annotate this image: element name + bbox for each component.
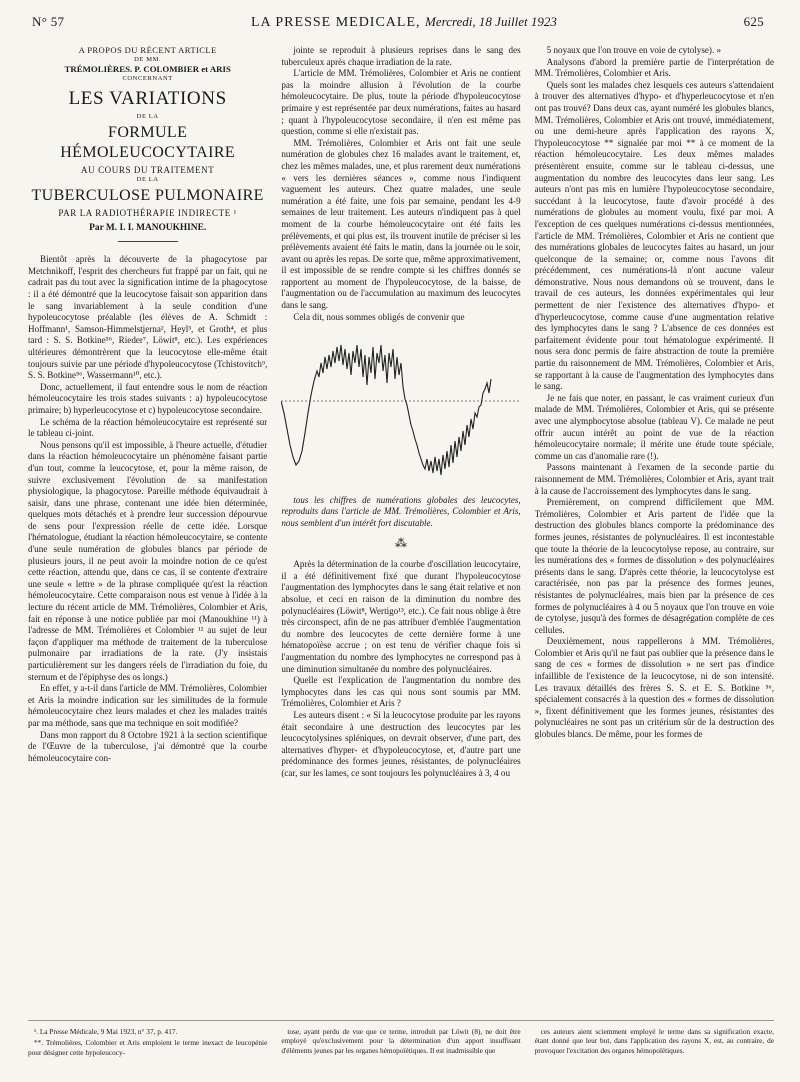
paragraph: Analysons d'abord la première partie de l'interprétation de MM. Trémolières, Colombier et Aris. xyxy=(534,56,774,79)
paragraph: 5 noyaux que l'on trouve en voie de cytolyse). » xyxy=(546,45,722,55)
footnotes xyxy=(28,1020,774,1059)
issue-number: N° 57 xyxy=(32,14,65,29)
leucocyte-curve-chart xyxy=(281,333,520,483)
paragraph: Les auteurs disent : « Si la leucocytose produite par les rayons était secondaire à une destruction des leucocytes par les leucocytolysines spléniques, on devrait observer, d'une part, des alternatives d'hyper- et d'hypoleucocytose, et, d'autre part une prédominance des formes jeunes, résistantes, de polynucléaires (car, sur les lames, ce sont toujours les polynucléaires à 3, 4 ou xyxy=(281,709,521,778)
article-title-1: LES VARIATIONS xyxy=(68,87,227,109)
article-title-2: FORMULE HÉMOLEUCOCYTAIRE xyxy=(60,123,236,161)
column-2 xyxy=(281,45,520,780)
paragraph: Premièrement, on comprend difficilement que MM. Trémolières, Colombier et Aris partent de l'idée que la destruction des globules blancs comporte la prédominance des formes jeunes, résistantes de polynucléaires. Il est incontestable que toute la théorie de la leucocytolyse repose, au contraire, sur les numérations des « formes de dissolution » des polynucléaires présents dans le sang. D'après cette théorie, la leucocytolyse est caractérisée, non pas par la présence des formes jeunes, résistantes de polynucléaires, mais bien par la présence de ces formes de polynucléaires à 4 ou 5 noyaux que l'on trouve en voie de cytolyse, jusqu'à des formes de désagrégation complète de ces cellules. xyxy=(534,497,774,635)
paragraph: MM. Trémolières, Colombier et Aris ont fait une seule numération de globules chez 16 malades avant le traitement, et, chez les mêmes malades, une, et plus rarement deux numérations « vers les dernières séances », comme nous l'indiquent vaguement les auteurs. Chez quatre malades, une seule numération a été faite, une fois par semaine, pendant les 4-9 semaines de leur traitement. Les auteurs n'indiquent pas à quel moment de la courbe hémoleucocytaire ont été faits les prélèvements, et qui plus est, ils trouvent inutile de préciser si les prélèvements avaient été faits le matin, dans la journée ou le soir, avant ou après les repas. De sorte que, même approximativement, il est impossible de se rendre compte si les chiffres donnés se rapportent au moment de l'hypoleucocytose, de la baisse, de l'augmentation ou de l'accumulation au maximum des leucocytes dans le sang. xyxy=(281,137,521,311)
heading-authors: TRÉMOLIÈRES. P. COLOMBIER et ARIS xyxy=(64,63,231,74)
journal-name: LA PRESSE MEDICALE, xyxy=(251,15,421,30)
journal-title xyxy=(251,14,557,31)
paragraph: Le schéma de la réaction hémoleucocytaire est représenté sur le tableau ci-joint. xyxy=(28,416,268,439)
heading-line-2: DE MM. xyxy=(134,55,162,63)
issue-date: Mercredi, 18 Juillet 1923 xyxy=(425,14,557,29)
paragraph: Cela dit, nous sommes obligés de convenir que xyxy=(293,311,465,322)
paragraph: Après la détermination de la courbe d'oscillation leucocytaire, il a été définitivement fixé que durant l'hypoleucocytose l'augmentation des lymphocytes dans le sang était relative et non absolue, et ceci en raison de la diminution du nombre des polynucléaires (Löwit⁸, Wertigo¹³, etc.). Ce fait nous oblige à être très circonspect, afin de ne pas attribuer d'emblée l'augmentation du nombre des leucocytes de cette dernière forme à une hématopoïèse accrue ; on est tenu de vérifier chaque fois si l'augmentation du nombre des lymphocytes ne correspond pas à une diminution simultanée du nombre des polynucléaires. xyxy=(281,559,521,674)
article-heading xyxy=(28,45,267,242)
page-header xyxy=(28,14,774,35)
footnote: **. Trémolières, Colombier et Aris emploient le terme inexact de leucopénie pour désigner cette hypoleucocy- xyxy=(28,1038,268,1057)
footnotes-column-2 xyxy=(281,1027,520,1059)
paragraph: L'article de MM. Trémolières, Colombier et Aris ne contient pas la moindre allusion à l'évolution de la courbe hémoleucocytaire. De plus, toute la période d'hypoleucocytose primaire y est représentée par deux numérations, faites au hasard ; quant à l'hypoleucocytose secondaire, il n'en est même pas question, comme si elle n'existait pas. xyxy=(281,68,521,137)
page-number: 625 xyxy=(743,14,764,29)
paragraph: En effet, y a-t-il dans l'article de MM. Trémolières, Colombier et Aris la moindre indication sur les similitudes de la formule hémoleucocytaire chez leurs malades et chez les malades traités par ma méthode, sans que ma technique en soit modifiée? xyxy=(28,683,268,728)
paragraph: Bientôt après la découverte de la phagocytose par Metchnikoff, l'esprit des chercheurs fut frappé par un fait, qui ne cadrait pas du tout avec la signification intime de la phagocytose : il a été démontré que la leucocytose faisait son apparition dans le sang invariablement à la seule condition d'une hypoleucocytose préalable (les élèves de A. Schmidt : Hoffmann¹, Samson-Himmelstjerna², Heyl³, et Groth⁴, et plus tard : S. S. Botkine⁵⁶, Rieder⁷, Löwit⁸, etc.). Les expériences ultérieures démontrèrent que la leucocytose elle-même était toujours suivie par une période d'hypoleucocytose (Tchistovitch⁹, S. S. Botkine⁵⁶, Wassermann¹⁰, etc.). xyxy=(28,254,268,381)
leucocyte-curve-line xyxy=(281,345,491,475)
paragraph: Donc, actuellement, il faut entendre sous le nom de réaction hémoleucocytaire les trois stades suivants : a) hypoleucocytose primaire; b) hyperleucocytose et c) hypoleucocytose secondaire. xyxy=(28,381,268,415)
heading-line-7: PAR LA RADIOTHÉRAPIE INDIRECTE ¹ xyxy=(58,208,237,219)
heading-line-5: AU COURS DU TRAITEMENT xyxy=(81,164,215,175)
column-3 xyxy=(535,45,774,780)
paragraph: Je ne fais que noter, en passant, le cas vraiment curieux d'un malade de MM. Trémolières, Colombier et Aris, qui se présente avec une alymphocytose absolue (tableau V). Ce malade ne peut offrir aucun intérêt au point de vue de la réaction hémoleucocytaire normale; il mérite une étude toute spéciale, comme un cas d'anomalie rare (!). xyxy=(534,392,774,461)
paragraph: jointe se reproduit à plusieurs reprises dans le sang des tuberculeux après chaque irradiation de la rate. xyxy=(281,45,521,67)
byline: Par M. I. I. MANOUKHINE. xyxy=(89,223,207,234)
footnotes-column-3 xyxy=(535,1027,774,1059)
footnotes-column-1 xyxy=(28,1027,267,1059)
article-title-3: TUBERCULOSE PULMONAIRE xyxy=(31,187,264,205)
leucocyte-curve-figure xyxy=(281,333,520,487)
article-columns xyxy=(28,45,774,780)
paragraph: Quels sont les malades chez lesquels ces auteurs s'attendaient à trouver des alternatives d'hypo- et d'hyperleucocytose et n'en ont pas trouvé? Dans deux cas, ayant numéré les globules blancs, MM. Trémolières, Colombier et Aris ont trouvé, immédiatement, ou une demi-heure après l'application des rayons X, l'hypoleucocytose ** signalée par moi ** à ce moment de la réaction hémoleucocytaire. Les deux mêmes malades présentèrent ensuite, comme sur le tableau ci-dessus, une augmentation du nombre des leucocytes dans leur sang. Les auteurs n'ont pas mis en lumière l'hypoleucocytose secondaire, succédant à la leucocytose, faute d'avoir procédé à des numérations de globules au moment voulu, fixé par moi. A l'exception de ces quelques numérations ci-dessus mentionnées, l'article de MM. Trémolières, Colombier et Aris ne contient que des numérations globales de leucocytes faites au hasard, un jour quelconque de la semaine; or, comme nous l'avons dit précédemment, ces numérations-là n'ont aucune valeur démonstrative. Nous nous demandons où se trouvent, dans le travail de ces auteurs, les données expérimentales qui leur permettent de nier l'existence des alternatives d'hypo- et d'hyperleucocytose, comme cause d'une augmentation relative des lymphocytes dans le sang ? L'absence de ces données est parfaitement évidente pour tout hématologue expérimenté. Il nous sera donc permis de faire abstraction de toute la première partie du raisonnement de MM. Trémolières, Colombier et Aris, se rapportant à la cause de l'augmentation des lymphocytes dans le sang. xyxy=(534,79,774,392)
paragraph: Deuxièmement, nous rappellerons à MM. Trémolières, Colombier et Aris qu'il ne faut pas oublier que la présence dans le sang de ces « formes de dissolution » ne sert pas d'indice infaillible de l'existence de la leucocytose, ni de son intensité. Les travaux détaillés des frères S. S. et E. S. Botkine ⁵⁶, spécialement consacrés à la question des « formes de dissolution », fixent définitivement que les formes jeunes, résistantes des polynucléaires ne sont pas un critérium sûr de la destruction des globules blancs. De même, pour les formes de xyxy=(534,636,774,740)
heading-line-1: A PROPOS DU RÉCENT ARTICLE xyxy=(78,45,217,55)
footnote: ces auteurs aient sciemment employé le terme dans sa signification exacte, étant donné que leur but, dans l'application des rayons X, est, au contraire, de provoquer l'excitation des organes hémopoïétiques. xyxy=(534,1027,774,1055)
figure-caption: tous les chiffres de numérations globales des leucocytes, reproduits dans l'article de MM. Trémolières, Colombier et Aris, nous semblent d'un intérêt fort discutable. xyxy=(281,494,521,529)
footnote: ¹. La Presse Médicale, 9 Mai 1923, n° 37, p. 417. xyxy=(34,1027,178,1036)
heading-line-6: DE LA xyxy=(136,176,159,184)
footnote: tose, ayant perdu de vue que ce terme, introduit par Löwit (8), ne doit être employé qu'exclusivement pour la détermination d'un apport insuffisant d'éléments jeunes par les organes hémopoïétiques. Il est inadmissible que xyxy=(281,1027,521,1055)
paragraph: Quelle est l'explication de l'augmentation du nombre des lymphocytes dans les cas qui nous sont soumis par MM. Trémolières, Colombier et Aris ? xyxy=(281,675,521,709)
heading-divider xyxy=(118,241,178,242)
paragraph: Nous pensons qu'il est impossible, à l'heure actuelle, d'étudier dans la réaction hémoleucocytaire un phénomène faisant partie d'un tout, comme la leucocytose, et, pour la même raison, de suivre exclusivement l'évolution de sa manifestation physiologique, la phagocytose. Pareille méthode équivaudrait à saisir, dans une phrase, contenant une idée bien déterminée, quelques mots détachés et à prendre leur succession dépourvue de sens pour l'expression réelle de cette idée. Lorsque l'hématologue, étudiant la réaction hémoleucocytaire, se contente d'une seule numération de globules blancs par période de plusieurs jours, il ne peut avoir la moindre notion de ce qu'est cette réaction, attendu que, dans ce cas, il se contente d'extraire une seule « lettre » de la phrase compliquée qu'est la réaction hémoleucocytaire. Cette comparaison nous est venue à l'idée à la lecture du récent article de MM. Trémolières, Colombier et Aris, fait en réponse à une notice publiée par moi (Manoukhine ¹¹) à l'adresse de MM. Trémolières et Colombier ¹² au sujet de leur façon d'appliquer ma méthode de traitement de la tuberculose pulmonaire par irradiations de la rate. (J'y insistais particulièrement sur les dangers réels de l'irradiation du foie, du sternum et de l'épiphyse des os longs.) xyxy=(28,439,268,682)
column-1 xyxy=(28,45,267,780)
section-divider-stars: ⁂ xyxy=(394,535,407,550)
heading-line-3: CONCERNANT xyxy=(122,74,173,82)
paragraph: Dans mon rapport du 8 Octobre 1921 à la section scientifique de l'Œuvre de la tuberculose, j'ai démontré que la courbe hémoleucocytaire con- xyxy=(28,729,268,763)
paragraph: Passons maintenant à l'examen de la seconde partie du raisonnement de MM. Trémolières, Colombier et Aris, ayant trait à la cause de l'accroissement des lymphocytes dans le sang. xyxy=(534,462,774,496)
heading-line-4: DE LA xyxy=(136,112,159,120)
